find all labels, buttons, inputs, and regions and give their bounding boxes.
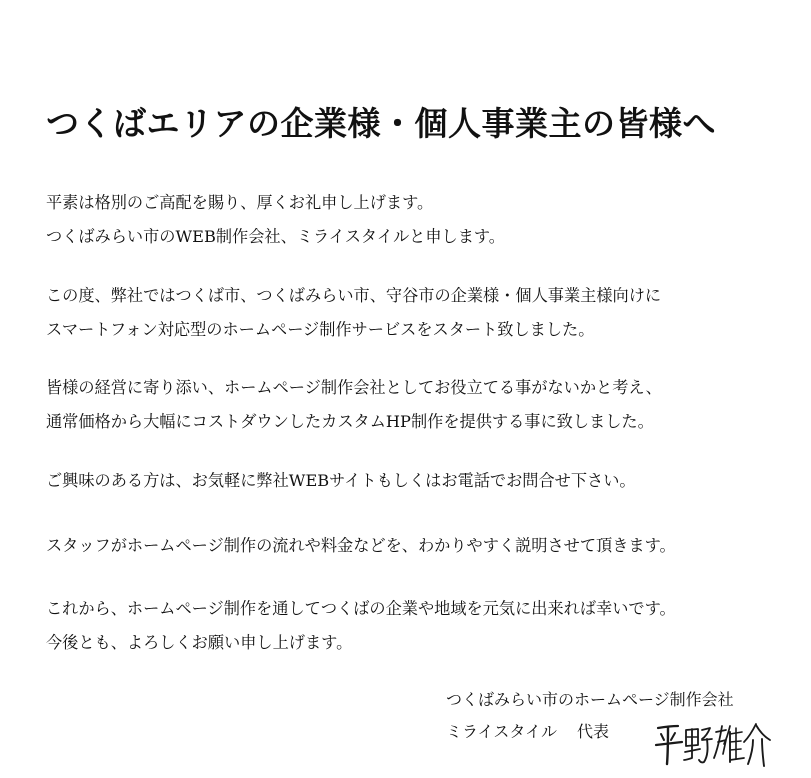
handwritten-signature: [652, 718, 772, 774]
signature-company: つくばみらい市のホームページ制作会社: [446, 690, 734, 709]
paragraph-line: 今後とも、よろしくお願い申し上げます。: [46, 633, 353, 652]
signature-role: 代表: [577, 722, 610, 741]
paragraph-line: これから、ホームページ制作を通してつくばの企業や地域を元気に出来れば幸いです。: [46, 599, 676, 618]
page-title: つくばエリアの企業様・個人事業主の皆様へ: [46, 104, 716, 143]
paragraph-line: この度、弊社ではつくば市、つくばみらい市、守谷市の企業様・個人事業主様向けに: [46, 286, 662, 305]
paragraph-closing: [46, 592, 676, 660]
paragraph-line: つくばみらい市のWEB制作会社、ミライスタイルと申します。: [46, 227, 505, 246]
paragraph-line: 平素は格別のご高配を賜り、厚くお礼申し上げます。: [46, 193, 434, 212]
paragraph-cost-down: [46, 371, 662, 439]
paragraph-inquiry: [46, 464, 636, 498]
paragraph-line: スマートフォン対応型のホームページ制作サービスをスタート致しました。: [46, 320, 595, 339]
paragraph-line: ご興味のある方は、お気軽に弊社WEBサイトもしくはお電話でお問合せ下さい。: [46, 471, 636, 490]
paragraph-line: スタッフがホームページ制作の流れや料金などを、わかりやすく説明させて頂きます。: [46, 536, 676, 555]
signature-company-name: ミライスタイル: [446, 722, 558, 741]
paragraph-greeting: [46, 186, 505, 254]
paragraph-staff-explanation: [46, 529, 676, 563]
signature-name-line: [446, 720, 609, 744]
paragraph-line: 皆様の経営に寄り添い、ホームページ制作会社としてお役立てる事がないかと考え、: [46, 378, 662, 397]
paragraph-service-launch: [46, 279, 661, 347]
paragraph-line: 通常価格から大幅にコストダウンしたカスタムHP制作を提供する事に致しました。: [46, 412, 654, 431]
